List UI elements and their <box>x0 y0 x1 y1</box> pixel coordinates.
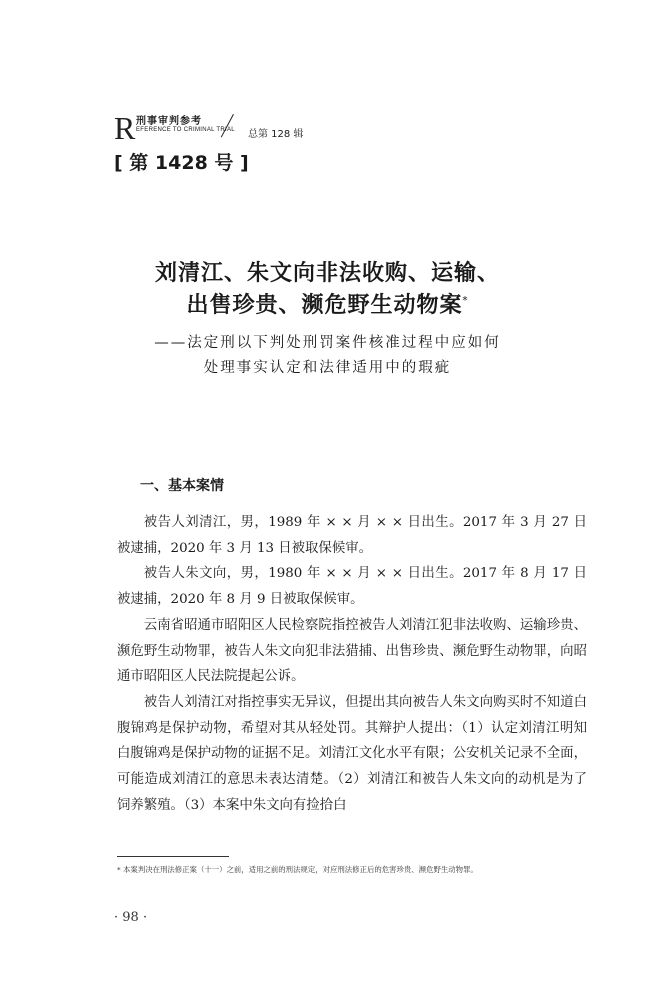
title-footnote-mark: * <box>462 295 469 307</box>
paragraph: 被告人刘清江，男，1989 年 × × 月 × × 日出生。2017 年 3 月 27 日被逮捕，2020 年 3 月 13 日被取保候审。 <box>117 515 587 556</box>
paragraph: 云南省昭通市昭阳区人民检察院指控被告人刘清江犯非法收购、运输珍贵、濒危野生动物罪，被告人朱文向犯非法猎捕、出售珍贵、濒危野生动物罪，向昭通市昭阳区人民法院提起公诉。 <box>117 617 587 685</box>
title-line-2 <box>0 288 655 319</box>
series-logo-letter: R <box>114 110 136 146</box>
title-line-1: 刘清江、朱文向非法收购、运输、 <box>154 260 500 286</box>
subtitle-line-2: 处理事实认定和法律适用中的瑕疵 <box>203 360 452 376</box>
title-line-2-text: 出售珍贵、濒危野生动物案 <box>186 292 463 318</box>
footnote-rule <box>117 856 229 857</box>
series-name-cn: 刑事审判参考 <box>136 116 202 127</box>
running-header <box>114 108 534 148</box>
page-number: · 98 · <box>114 910 148 925</box>
case-number: [ 第 1428 号 ] <box>114 152 249 174</box>
volume-label: 总第 128 辑 <box>248 129 304 140</box>
footnote: * 本案判决在刑法修正案（十一）之前，适用之前的刑法规定，对应刑法修正后的危害珍贵、濒危野生动物罪。 <box>117 865 478 874</box>
section-heading: 一、基本案情 <box>140 478 224 494</box>
subtitle-line-1: ——法定刑以下判处刑罚案件核准过程中应如何 <box>154 335 501 351</box>
paragraph: 被告人刘清江对指控事实无异议，但提出其向被告人朱文向购买时不知道白腹锦鸡是保护动物，希望对其从轻处罚。其辩护人提出：（1）认定刘清江明知白腹锦鸡是保护动物的证据不足。刘清江文化水平有限；公安机关记录不全面，可能造成刘清江的意思未表达清楚。（2）刘清江和被告人朱文向的动机是为了饲养繁殖。（3）本案中朱文向有捡拾白 <box>117 694 587 813</box>
header-divider-slash <box>221 114 234 137</box>
series-name-en: EFERENCE TO CRIMINAL TRIAL <box>136 127 235 133</box>
body-text <box>117 510 587 818</box>
paragraph: 被告人朱文向，男，1980 年 × × 月 × × 日出生。2017 年 8 月 17 日被逮捕，2020 年 8 月 9 日被取保候审。 <box>117 566 587 608</box>
